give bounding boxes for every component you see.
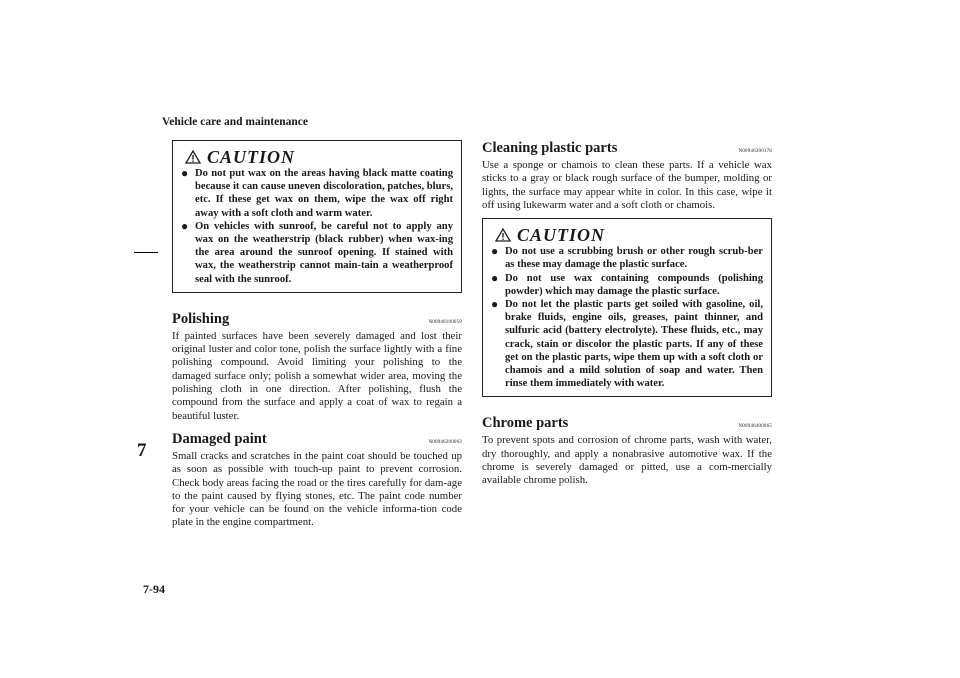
caution-item-text: Do not let the plastic parts get soiled with gasoline, oil, brake fluids, engine oils, greases, paint thinner, and sulfuric acid (battery electrolyte). These fluids, etc., may crack, stain or discolor the plastic parts. If any of these get on the plastic parts, wipe them up with a soft cloth or chamois and a mild solution of soap and water. Then rinse them immediately with water.	[505, 299, 763, 390]
page-number: 7-94	[143, 582, 165, 596]
running-header: Vehicle care and maintenance	[162, 116, 308, 128]
section-header-chrome	[482, 415, 772, 432]
section-code: N00946100059	[428, 319, 462, 325]
caution-item-text: Do not use wax containing compounds (polishing powder) which may damage the plastic surface.	[505, 272, 763, 297]
caution-item	[181, 220, 453, 286]
chapter-number: 7	[137, 440, 147, 461]
section-header-polishing	[172, 311, 462, 328]
caution-item	[491, 272, 763, 298]
caution-item-text: Do not put wax on the areas having black matte coating because it can cause uneven discoloration, patches, blurs, etc. If these get wax on them, wipe the wax off right away with a soft cloth and warm water.	[195, 168, 453, 219]
bullet-icon: ●	[181, 166, 189, 180]
section-text: Use a sponge or chamois to clean these parts. If a vehicle wax sticks to a gray or black rough surface of the bumper, molding or lights, the surface may appear white in color. In this case, wipe it off using lukewarm water and a soft cloth or chamois.	[482, 159, 772, 211]
caution-box-plastic	[482, 218, 772, 397]
caution-item	[491, 298, 763, 390]
caution-item-text: On vehicles with sunroof, be careful not to apply any wax on the weatherstrip (black rubber) when wax-ing the area around the sunroof opening. If stained with wax, the weatherstrip cannot main-tain a weatherproof seal with the sunroof.	[195, 220, 453, 285]
caution-label: CAUTION	[517, 224, 606, 245]
bullet-icon: ●	[491, 297, 499, 311]
section-title: Damaged paint	[172, 430, 267, 447]
section-code: N00946200063	[428, 439, 462, 445]
section-text: Small cracks and scratches in the paint coat should be touched up as soon as possible with touch-up paint to prevent corrosion. Check body areas facing the road or the tires carefully for dam-age to the paint caused by flying stones, etc. The paint code number for your vehicle can be found on the vehicle informa-tion code plate in the engine compartment.	[172, 449, 462, 529]
section-code: N00946400065	[738, 424, 772, 430]
section-code: N00946300178	[738, 149, 772, 154]
section-header-damaged-paint	[172, 431, 462, 448]
right-column	[482, 140, 772, 488]
section-text: To prevent spots and corrosion of chrome parts, wash with water, dry thoroughly, and apply a nonabrasive automotive wax. If the chrome is severely damaged or pitted, use a com-mercially available chrome polish.	[482, 434, 772, 487]
section-header-cleaning-plastic	[482, 140, 772, 157]
warning-triangle-icon	[185, 150, 201, 164]
caution-label: CAUTION	[207, 146, 296, 167]
caution-heading	[185, 147, 453, 167]
section-title: Polishing	[172, 310, 230, 327]
caution-item-text: Do not use a scrubbing brush or other rough scrub-ber as these may damage the plastic surface.	[505, 246, 763, 271]
section-title: Cleaning plastic parts	[482, 140, 618, 156]
section-text: If painted surfaces have been severely damaged and lost their original luster and color tone, polish the surface lightly with a fine polishing compound. Avoid limiting your polishing to the damaged surface only; polish a somewhat wider area, moving the polishing cloth in one direction. After polishing, flush the compound from the surface and apply a coat of wax to regain a beautiful luster.	[172, 329, 462, 422]
caution-box-wax	[172, 140, 462, 293]
bullet-icon: ●	[491, 270, 499, 285]
warning-triangle-icon	[495, 228, 511, 242]
bullet-icon: ●	[491, 244, 499, 259]
chapter-tab	[134, 252, 158, 571]
bullet-icon: ●	[181, 218, 189, 233]
left-column	[172, 140, 462, 530]
caution-item	[491, 245, 763, 271]
caution-item	[181, 167, 453, 220]
caution-heading	[495, 225, 763, 245]
section-title: Chrome parts	[482, 415, 569, 432]
